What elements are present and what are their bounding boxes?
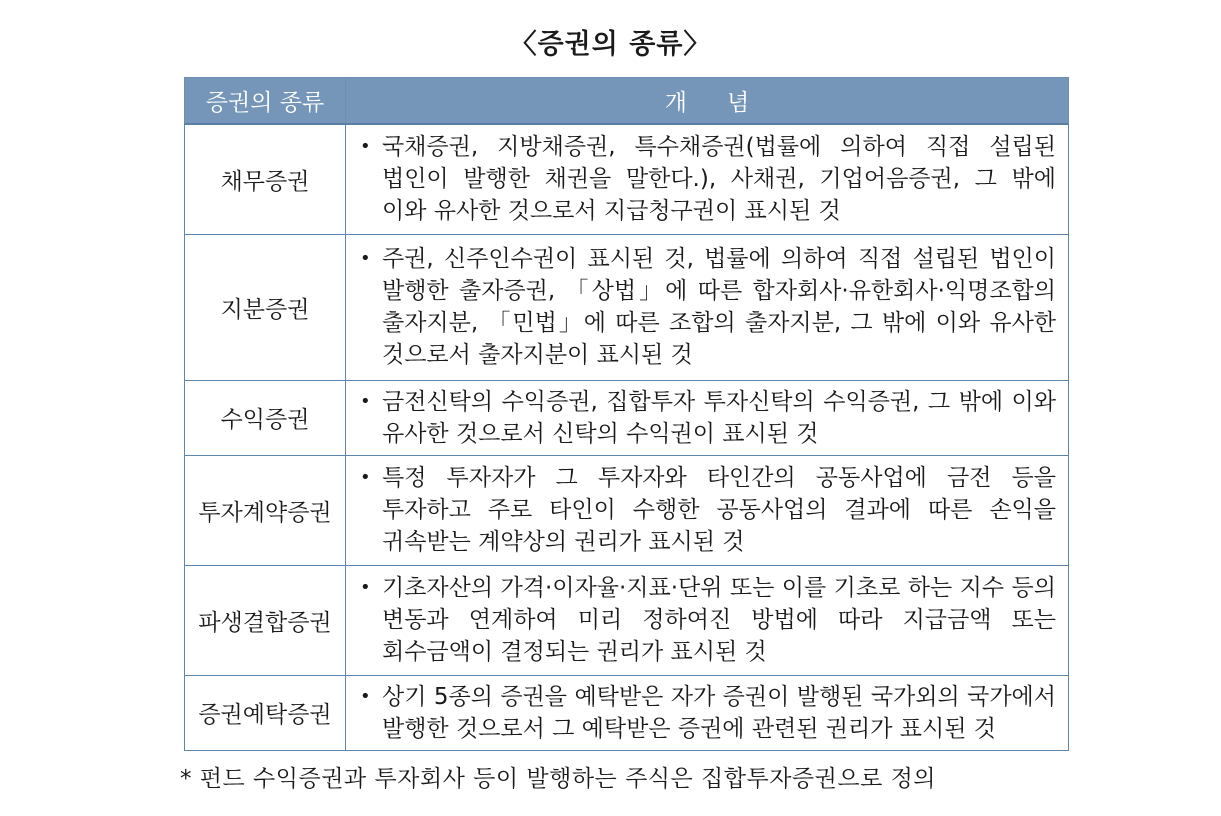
row-type: 파생결합증권: [185, 565, 346, 675]
row-description-text: 상기 5종의 증권을 예탁받은 자가 증권이 발행된 국가외의 국가에서 발행한 것으로서 그 예탁받은 증권에 관련된 권리가 표시된 것: [382, 683, 1056, 742]
row-description: [346, 455, 1069, 565]
row-description-text: 국채증권, 지방채증권, 특수채증권(법률에 의하여 직접 설립된 법인이 발행한 채권을 말한다.), 사채권, 기업어음증권, 그 밖에 이와 유사한 것으로서 지급청구권이 표시된 것: [382, 134, 1056, 225]
bullet-icon: •: [360, 685, 371, 707]
row-description: [346, 565, 1069, 675]
bullet-icon: •: [360, 136, 371, 158]
bullet-icon: •: [360, 577, 371, 598]
row-type: 수익증권: [185, 380, 346, 455]
row-description-text: 주권, 신주인수권이 표시된 것, 법률에 의하여 직접 설립된 법인이 발행한 출자증권, 「상법」에 따른 합자회사·유한회사·익명조합의 출자지분, 「민법」에 따른 조합의 출자지분, 그 밖에 이와 유사한 것으로서 출자지분이 표시된 것: [382, 246, 1056, 368]
table-row: [185, 565, 1069, 675]
table-row: [185, 455, 1069, 565]
header-concept: 개념: [346, 78, 1069, 125]
row-type: 증권예탁증권: [185, 675, 346, 750]
table-row: [185, 675, 1069, 750]
footnote: * 펀드 수익증권과 투자회사 등이 발행하는 주식은 집합투자증권으로 정의: [180, 766, 937, 792]
row-type: 지분증권: [185, 234, 346, 380]
row-description: [346, 124, 1069, 234]
row-description: [346, 234, 1069, 380]
table-row: [185, 124, 1069, 234]
row-description-text: 금전신탁의 수익증권, 집합투자 투자신탁의 수익증권, 그 밖에 이와 유사한 것으로서 신탁의 수익권이 표시된 것: [382, 388, 1056, 447]
table-header-row: [185, 78, 1069, 125]
row-description-text: 기초자산의 가격·이자율·지표·단위 또는 이를 기초로 하는 지수 등의 변동과 연계하여 미리 정하여진 방법에 따라 지급금액 또는 회수금액이 결정되는 권리가 표시된 것: [382, 575, 1056, 665]
bullet-icon: •: [360, 248, 371, 269]
row-type: 채무증권: [185, 124, 346, 234]
header-type: 증권의 종류: [185, 78, 346, 125]
bullet-icon: •: [360, 467, 371, 488]
securities-types-table: [184, 77, 1069, 751]
document-title: 〈증권의 종류〉: [509, 29, 712, 60]
row-description: [346, 675, 1069, 750]
bullet-icon: •: [360, 390, 371, 412]
table-row: [185, 234, 1069, 380]
table-row: [185, 380, 1069, 455]
row-description-text: 특정 투자자가 그 투자자와 타인간의 공동사업에 금전 등을 투자하고 주로 타인이 수행한 공동사업의 결과에 따른 손익을 귀속받는 계약상의 권리가 표시된 것: [382, 465, 1056, 555]
row-type: 투자계약증권: [185, 455, 346, 565]
row-description: [346, 380, 1069, 455]
